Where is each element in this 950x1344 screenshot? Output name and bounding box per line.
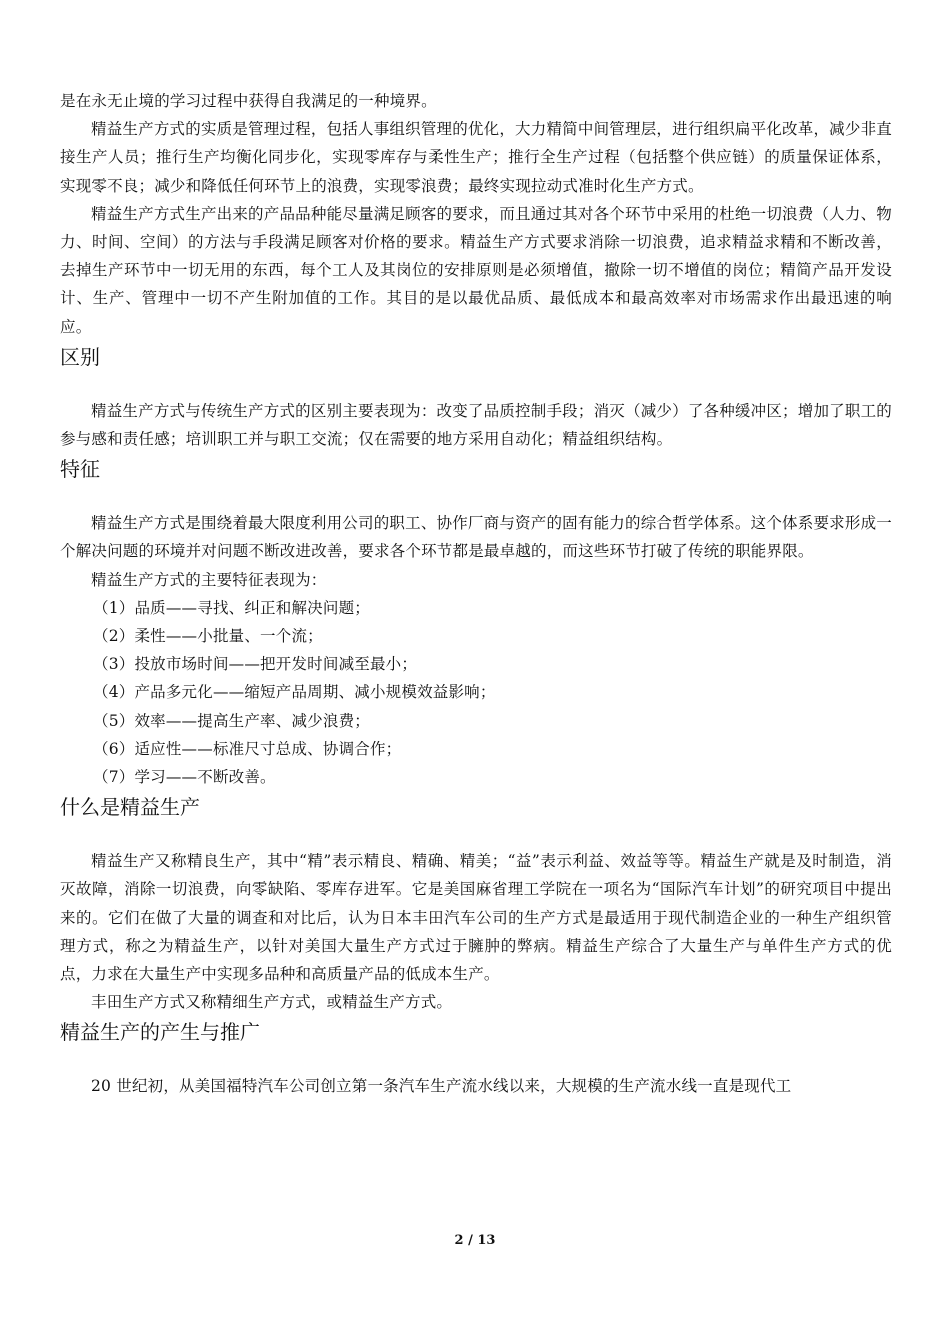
document-page — [60, 87, 892, 1101]
list-item: （5）效率——提高生产率、减少浪费； — [93, 711, 370, 730]
features-paragraph: 精益生产方式是围绕着最大限度利用公司的职工、协作厂商与资产的固有能力的综合哲学体系。这个体系要求形成一个解决问题的环境并对问题不断改进改善，要求各个环节都是最卓越的，而这些环节打破了传统的职能界限。 — [60, 514, 892, 561]
list-item: （2）柔性——小批量、一个流； — [93, 627, 323, 646]
list-item: （3）投放市场时间——把开发时间减至最小； — [93, 655, 418, 674]
list-item: （1）品质——寻找、纠正和解决问题； — [93, 598, 370, 617]
products-paragraph: 精益生产方式生产出来的产品品种能尽量满足顾客的要求，而且通过其对各个环节中采用的杜绝一切浪费（人力、物力、时间、空间）的方法与手段满足顾客对价格的要求。精益生产方式要求消除一切浪费，追求精益求精和不断改善，去掉生产环节中一切无用的东西，每个工人及其岗位的安排原则是必须增值，撤除一切不增值的岗位；精简产品开发设计、生产、管理中一切不产生附加值的工作。其目的是以最优品质、最低成本和最高效率对市场需求作出最迅速的响应。 — [60, 204, 892, 336]
what-is-paragraph: 精益生产又称精良生产，其中“精”表示精良、精确、精美；“益”表示利益、效益等等。精益生产就是及时制造，消灭故障，消除一切浪费，向零缺陷、零库存进军。它是美国麻省理工学院在一项名为“国际汽车计划”的研究项目中提出来的。它们在做了大量的调查和对比后，认为日本丰田汽车公司的生产方式是最适用于现代制造企业的一种生产组织管理方式，称之为精益生产，以针对美国大量生产方式过于臃肿的弊病。精益生产综合了大量生产与单件生产方式的优点，力求在大量生产中实现多品种和高质量产品的低成本生产。 — [60, 852, 892, 984]
essence-paragraph: 精益生产方式的实质是管理过程，包括人事组织管理的优化，大力精简中间管理层，进行组织扁平化改革，减少非直接生产人员；推行生产均衡化同步化，实现零库存与柔性生产；推行全生产过程（包括整个供应链）的质量保证体系，实现零不良；减少和降低任何环节上的浪费，实现零浪费；最终实现拉动式准时化生产方式。 — [60, 120, 892, 195]
features-list-intro: 精益生产方式的主要特征表现为： — [91, 570, 327, 589]
list-item: （4）产品多元化——缩短产品周期、减小规模效益影响； — [93, 683, 496, 702]
list-item: （7）学习——不断改善。 — [93, 768, 276, 787]
features-list — [60, 594, 892, 791]
section-heading-features: 特征 — [60, 457, 100, 482]
origin-paragraph: 20 世纪初，从美国福特汽车公司创立第一条汽车生产流水线以来，大规模的生产流水线一直是现代工 — [91, 1077, 792, 1096]
section-heading-origin: 精益生产的产生与推广 — [60, 1020, 260, 1045]
difference-paragraph: 精益生产方式与传统生产方式的区别主要表现为：改变了品质控制手段；消灭（减少）了各种缓冲区；增加了职工的参与感和责任感；培训职工并与职工交流；仅在需要的地方采用自动化；精益组织结构。 — [60, 401, 892, 449]
section-heading-what-is: 什么是精益生产 — [60, 795, 200, 820]
heading-spacer — [60, 373, 892, 397]
heading-spacer — [60, 823, 892, 847]
page-number: 2 / 13 — [454, 1233, 496, 1248]
heading-spacer — [60, 1048, 892, 1072]
section-heading-difference: 区别 — [60, 344, 100, 369]
heading-spacer — [60, 485, 892, 509]
what-is-paragraph-2: 丰田生产方式又称精细生产方式，或精益生产方式。 — [91, 993, 453, 1012]
intro-tail-paragraph: 是在永无止境的学习过程中获得自我满足的一种境界。 — [60, 92, 437, 110]
list-item: （6）适应性——标准尺寸总成、协调合作； — [93, 739, 402, 758]
